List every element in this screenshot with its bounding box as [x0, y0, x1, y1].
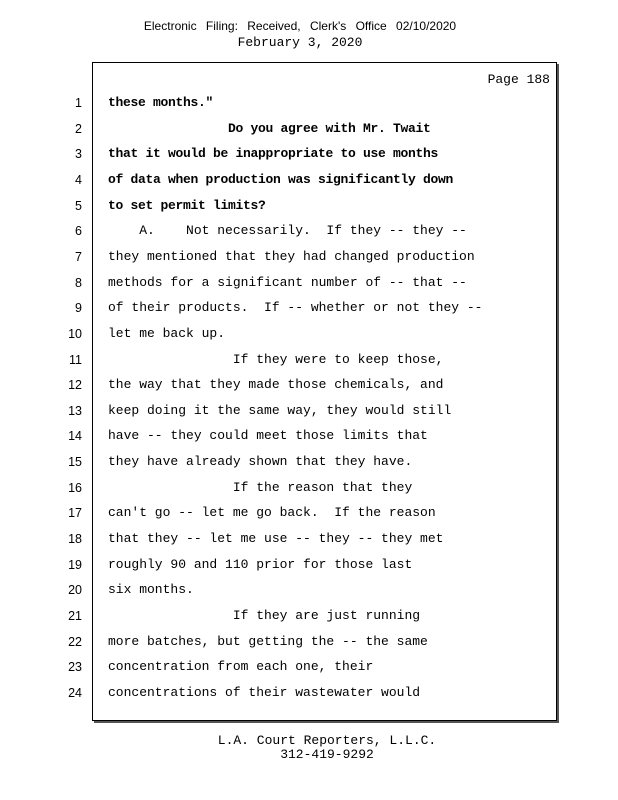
line-number: 22 [68, 635, 82, 649]
line-number: 6 [75, 224, 82, 238]
transcript-line: concentration from each one, their [108, 659, 374, 674]
transcript-line: that they -- let me use -- they -- they met [108, 531, 444, 546]
transcript-line: these months." [108, 95, 214, 110]
transcript-line: of data when production was significantly down [108, 172, 454, 187]
line-number: 20 [68, 583, 82, 597]
transcript-line: If they were to keep those, [108, 352, 444, 367]
filing-stamp: Electronic Filing: Received, Clerk's Office 02/10/2020 [143, 19, 457, 33]
line-number: 16 [68, 481, 82, 495]
transcript-line: the way that they made those chemicals, and [108, 377, 444, 392]
line-number: 10 [68, 327, 82, 341]
line-number: 21 [68, 609, 82, 623]
line-number: 9 [75, 301, 82, 315]
transcript-line: can't go -- let me go back. If the reason [108, 505, 436, 520]
transcript-line: A. Not necessarily. If they -- they -- [108, 223, 467, 238]
line-number: 5 [75, 199, 82, 213]
transcript-line: more batches, but getting the -- the same [108, 634, 428, 649]
transcript-line: If they are just running [108, 608, 421, 623]
line-number: 4 [75, 173, 82, 187]
line-number: 7 [75, 250, 82, 264]
line-number: 12 [68, 378, 82, 392]
transcript-line: methods for a significant number of -- that -- [108, 275, 467, 290]
line-number: 2 [75, 122, 82, 136]
transcript-line: of their products. If -- whether or not they -- [108, 300, 483, 315]
transcript-line: keep doing it the same way, they would still [108, 403, 452, 418]
page-number: Page 188 [487, 72, 550, 87]
transcript-line: six months. [108, 582, 194, 597]
line-number: 1 [75, 96, 82, 110]
transcript-line: to set permit limits? [108, 198, 266, 213]
line-number: 23 [68, 660, 82, 674]
line-number: 13 [68, 404, 82, 418]
reporter-phone: 312-419-9292 [280, 747, 374, 762]
line-number: 14 [68, 429, 82, 443]
transcript-line: they have already shown that they have. [108, 454, 413, 469]
transcript-line: let me back up. [108, 326, 226, 341]
line-number: 15 [68, 455, 82, 469]
reporter-company: L.A. Court Reporters, L.L.C. [217, 733, 437, 748]
transcript-line: concentrations of their wastewater would [108, 685, 421, 700]
transcript-line: have -- they could meet those limits that [108, 428, 428, 443]
transcript-line: that it would be inappropriate to use months [108, 146, 439, 161]
line-number: 18 [68, 532, 82, 546]
line-number: 3 [75, 147, 82, 161]
transcript-date: February 3, 2020 [237, 35, 363, 50]
transcript-line: roughly 90 and 110 prior for those last [108, 557, 413, 572]
transcript-line: If the reason that they [108, 480, 413, 495]
transcript-line: they mentioned that they had changed production [108, 249, 475, 264]
line-number: 11 [69, 353, 82, 367]
line-number: 19 [68, 558, 82, 572]
transcript-line: Do you agree with Mr. Twait [108, 121, 431, 136]
line-number: 24 [68, 686, 82, 700]
line-number: 17 [68, 506, 82, 520]
line-number: 8 [75, 276, 82, 290]
